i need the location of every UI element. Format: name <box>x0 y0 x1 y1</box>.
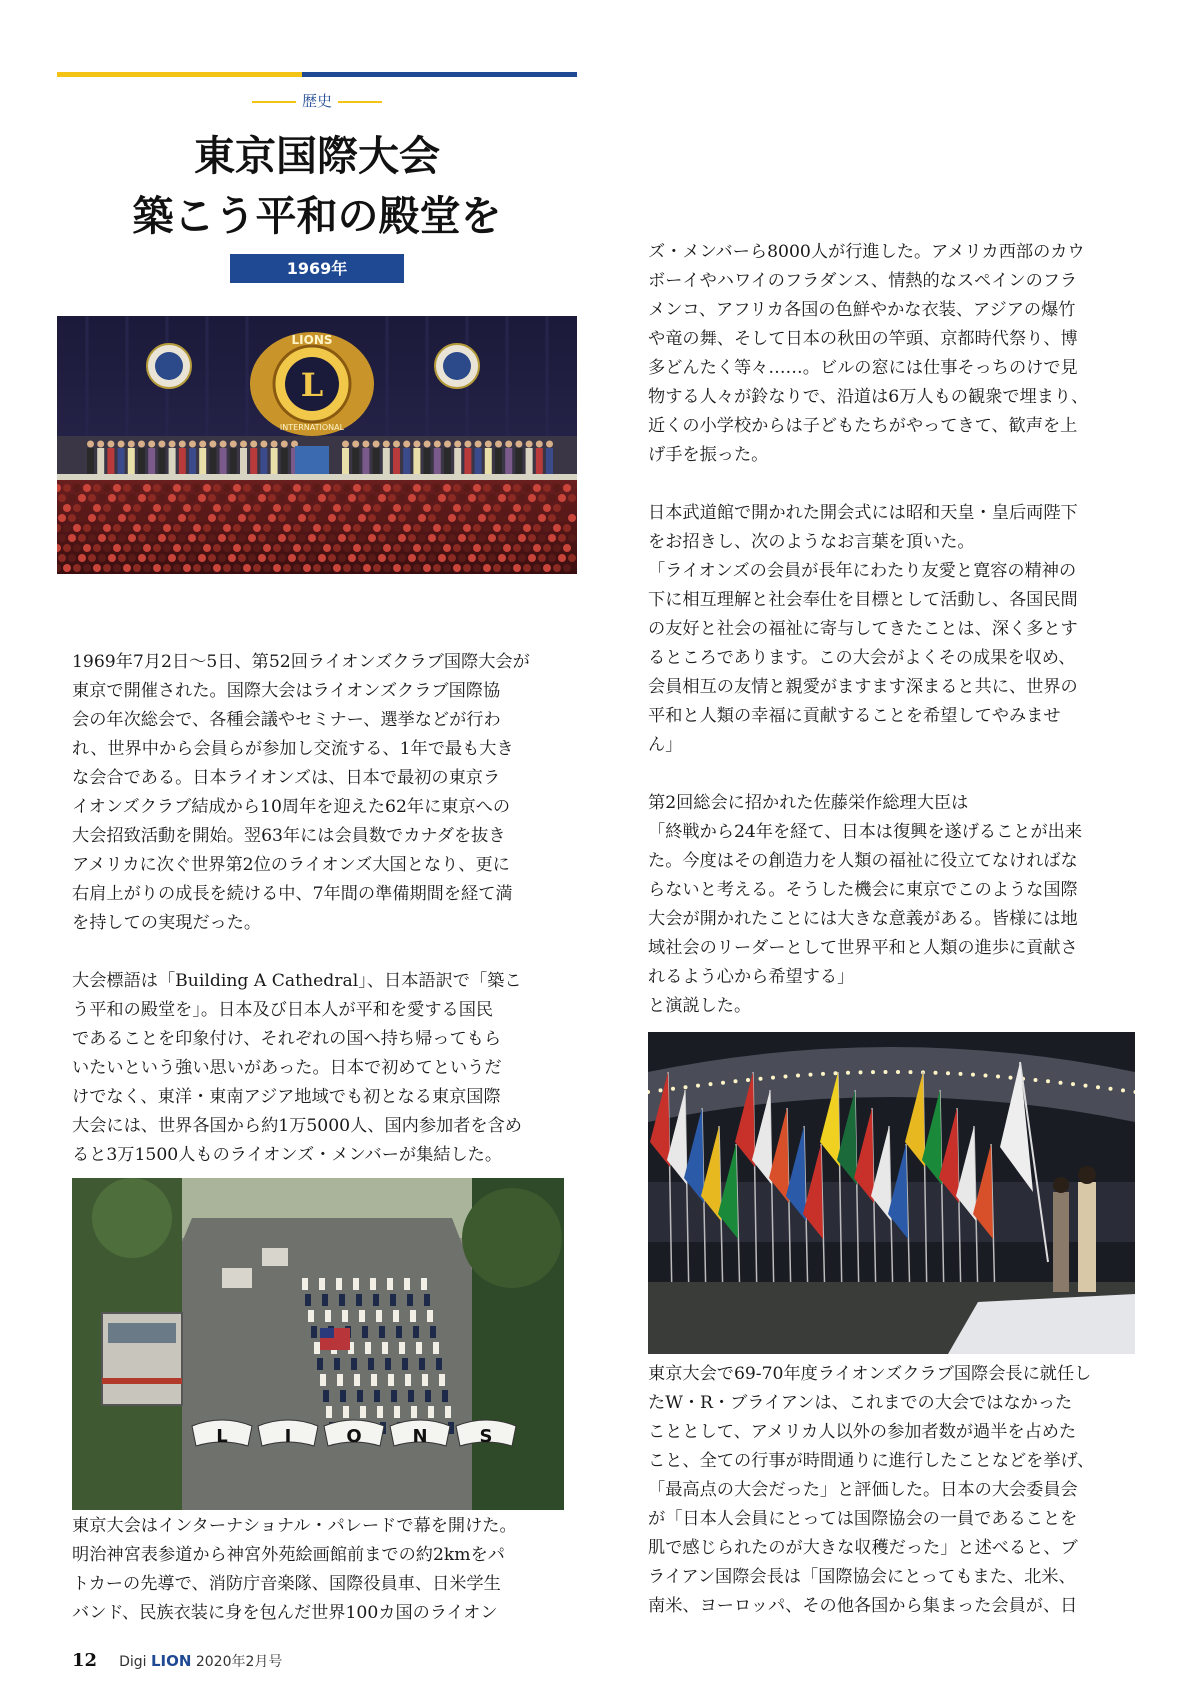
text-line: ズ・メンバーら8000人が行進した。アメリカ西部のカウ <box>648 242 1085 262</box>
text-line: らないと考える。そうした機会に東京でこのような国際 <box>648 880 1078 900</box>
text-line: な会合である。日本ライオンズは、日本で最初の東京ラ <box>72 768 501 788</box>
section-label-text: 歴史 <box>301 92 332 110</box>
photo-flag-ceremony <box>648 1032 1135 1354</box>
stage-illustration <box>57 316 577 574</box>
text-line: をお招きし、次のようなお言葉を頂いた。 <box>648 532 975 552</box>
text-line: う平和の殿堂を」。日本及び日本人が平和を愛する国民 <box>72 1000 494 1020</box>
lions-logo <box>250 332 374 436</box>
section-rule-right <box>338 101 382 103</box>
text-line: 「終戦から24年を経て、日本は復興を遂げることが出来 <box>648 822 1083 842</box>
text-line: 物する人々が鈴なりで、沿道は6万人もの観衆で埋まり、 <box>648 387 1089 407</box>
text-line: 近くの小学校からは子どもたちがやってきて、歓声を上 <box>648 416 1078 436</box>
text-line: けでなく、東洋・東南アジア地域でも初となる東京国際 <box>72 1087 501 1107</box>
text-line: の友好と社会の福祉に寄与してきたことは、深く多とす <box>648 619 1078 639</box>
paragraph-intro <box>72 648 580 938</box>
section-rule-left <box>252 101 296 103</box>
banner-letter: S <box>479 1426 493 1447</box>
text-line: イオンズクラブ結成から10周年を迎えた62年に東京への <box>72 797 511 817</box>
text-line: 会員相互の友情と親愛がますます深まると共に、世界の <box>648 677 1078 697</box>
text-line: こととして、アメリカ人以外の参加者数が過半を占めた <box>648 1422 1077 1442</box>
caption-flag-ceremony <box>648 1360 1156 1621</box>
text-line: アメリカに次ぐ世界第2位のライオンズ大国となり、更に <box>72 855 510 875</box>
caption-left <box>72 1512 580 1628</box>
text-line: 大会が開かれたことには大きな意義がある。皆様には地 <box>648 909 1078 929</box>
text-line: 下に相互理解と社会奉仕を目標として活動し、各国民間 <box>648 590 1078 610</box>
text-line: るところであります。この大会がよくその成果を収め、 <box>648 648 1076 668</box>
paragraph-slogan <box>72 967 580 1170</box>
page-footer <box>72 1650 282 1674</box>
text-line: た。今度はその創造力を人類の福祉に役立てなければな <box>648 851 1078 871</box>
photo-convention-stage <box>57 316 577 574</box>
text-line: 第2回総会に招かれた佐藤栄作総理大臣は <box>648 793 969 813</box>
text-line: メンコ、アフリカ各国の色鮮やかな衣装、アジアの爆竹 <box>648 300 1076 320</box>
text-line: れ、世界中から会員らが参加し交流する、1年で最も大き <box>72 739 514 759</box>
caption-parade <box>72 1512 580 1628</box>
text-line: ると3万1500人ものライオンズ・メンバーが集結した。 <box>72 1145 503 1165</box>
parade-illustration <box>72 1178 564 1510</box>
text-line: や竜の舞、そして日本の秋田の竿頭、京都時代祭り、博 <box>648 329 1078 349</box>
text-line: を持しての実現だった。 <box>72 913 262 933</box>
text-line: 日本武道館で開かれた開会式には昭和天皇・皇后両陛下 <box>648 503 1078 523</box>
top-rule-blue <box>302 72 577 77</box>
photo-parade <box>72 1178 564 1510</box>
flag-illustration <box>648 1032 1135 1354</box>
text-line: 大会標語は「Building A Cathedral」、日本語訳で「築こ <box>72 971 522 991</box>
text-line: 平和と人類の幸福に貢献することを希望してやみませ <box>648 706 1061 726</box>
banner-letter: I <box>284 1426 292 1447</box>
text-line: トカーの先導で、消防庁音楽隊、国際役員車、日米学生 <box>72 1574 501 1594</box>
text-line: 多どんたく等々……。ビルの窓には仕事そっちのけで見 <box>648 358 1078 378</box>
paragraph-parade <box>648 238 1156 470</box>
article-body-right <box>648 238 1156 1021</box>
pub-issue: 2020年2月号 <box>191 1654 283 1670</box>
text-line: 1969年7月2日〜5日、第52回ライオンズクラブ国際大会が <box>72 652 530 672</box>
publication-name <box>119 1654 282 1670</box>
pub-prefix: Digi <box>119 1654 151 1670</box>
text-line: 肌で感じられたのが大きな収穫だった」と述べると、ブ <box>648 1538 1078 1558</box>
text-line: こと、全ての行事が時間通りに進行したことなどを挙げ、 <box>648 1451 1095 1471</box>
paragraph-opening <box>648 499 1156 760</box>
text-line: と演説した。 <box>648 996 752 1016</box>
text-line: いたいという強い思いがあった。日本で初めてというだ <box>72 1058 502 1078</box>
pub-brand: LION <box>150 1652 192 1670</box>
title-line-1: 東京国際大会 <box>194 132 440 180</box>
text-line: が「日本人会員にとっては国際協会の一員であることを <box>648 1509 1078 1529</box>
kimono-figure <box>1078 1182 1096 1292</box>
text-line: 明治神宮表参道から神宮外苑絵画館前までの約2kmをパ <box>72 1545 505 1565</box>
text-line: 大会には、世界各国から約1万5000人、国内参加者を含め <box>72 1116 522 1136</box>
podium <box>295 446 329 474</box>
text-line: 「最高点の大会だった」と評価した。日本の大会委員会 <box>648 1480 1078 1500</box>
page-number: 12 <box>72 1650 98 1671</box>
text-line: 大会招致活動を開始。翌63年には会員数でカナダを抜き <box>72 826 506 846</box>
text-line: 右肩上がりの成長を続ける中、7年間の準備期間を経て満 <box>72 884 513 904</box>
text-line: 東京大会はインターナショナル・パレードで幕を開けた。 <box>72 1516 517 1536</box>
top-rule <box>57 72 577 77</box>
text-line: 南米、ヨーロッパ、その他各国から集まった会員が、日 <box>648 1596 1078 1616</box>
banner-letter: L <box>216 1426 228 1447</box>
text-line: ボーイやハワイのフラダンス、情熱的なスペインのフラ <box>648 271 1078 291</box>
text-line: であることを印象付け、それぞれの国へ持ち帰ってもら <box>72 1029 502 1049</box>
banner-letter: O <box>346 1426 362 1447</box>
section-label <box>57 90 577 111</box>
text-line: 域社会のリーダーとして世界平和と人類の進歩に貢献さ <box>648 938 1078 958</box>
top-rule-yellow <box>57 72 302 77</box>
text-line: たW・R・ブライアンは、これまでの大会ではなかった <box>648 1393 1073 1413</box>
logo-top-text: LIONS <box>291 333 333 347</box>
text-line: バンド、民族衣装に身を包んだ世界100カ国のライオン <box>72 1603 498 1623</box>
paragraph-prime-minister <box>648 789 1156 1021</box>
caption-right <box>648 1360 1156 1621</box>
logo-bottom-text: INTERNATIONAL <box>279 423 345 432</box>
banner-letter: N <box>412 1426 428 1447</box>
text-line: ライアン国際会長は「国際協会にとってもまた、北米、 <box>648 1567 1076 1587</box>
title-line-2: 築こう平和の殿堂を <box>132 192 502 240</box>
text-line: 東京大会で69-70年度ライオンズクラブ国際会長に就任し <box>648 1364 1092 1384</box>
article-body-left <box>72 648 580 1170</box>
text-line: げ手を振った。 <box>648 445 769 465</box>
year-badge: 1969年 <box>230 254 404 283</box>
text-line: 「ライオンズの会員が長年にわたり友愛と寛容の精神の <box>648 561 1077 581</box>
text-line: 東京で開催された。国際大会はライオンズクラブ国際協 <box>72 681 501 701</box>
logo-letter: L <box>300 366 324 404</box>
page-title <box>57 126 577 246</box>
text-line: れるよう心から希望する」 <box>648 967 855 987</box>
text-line: 会の年次総会で、各種会議やセミナー、選挙などが行わ <box>72 710 501 730</box>
text-line: ん」 <box>648 735 683 755</box>
